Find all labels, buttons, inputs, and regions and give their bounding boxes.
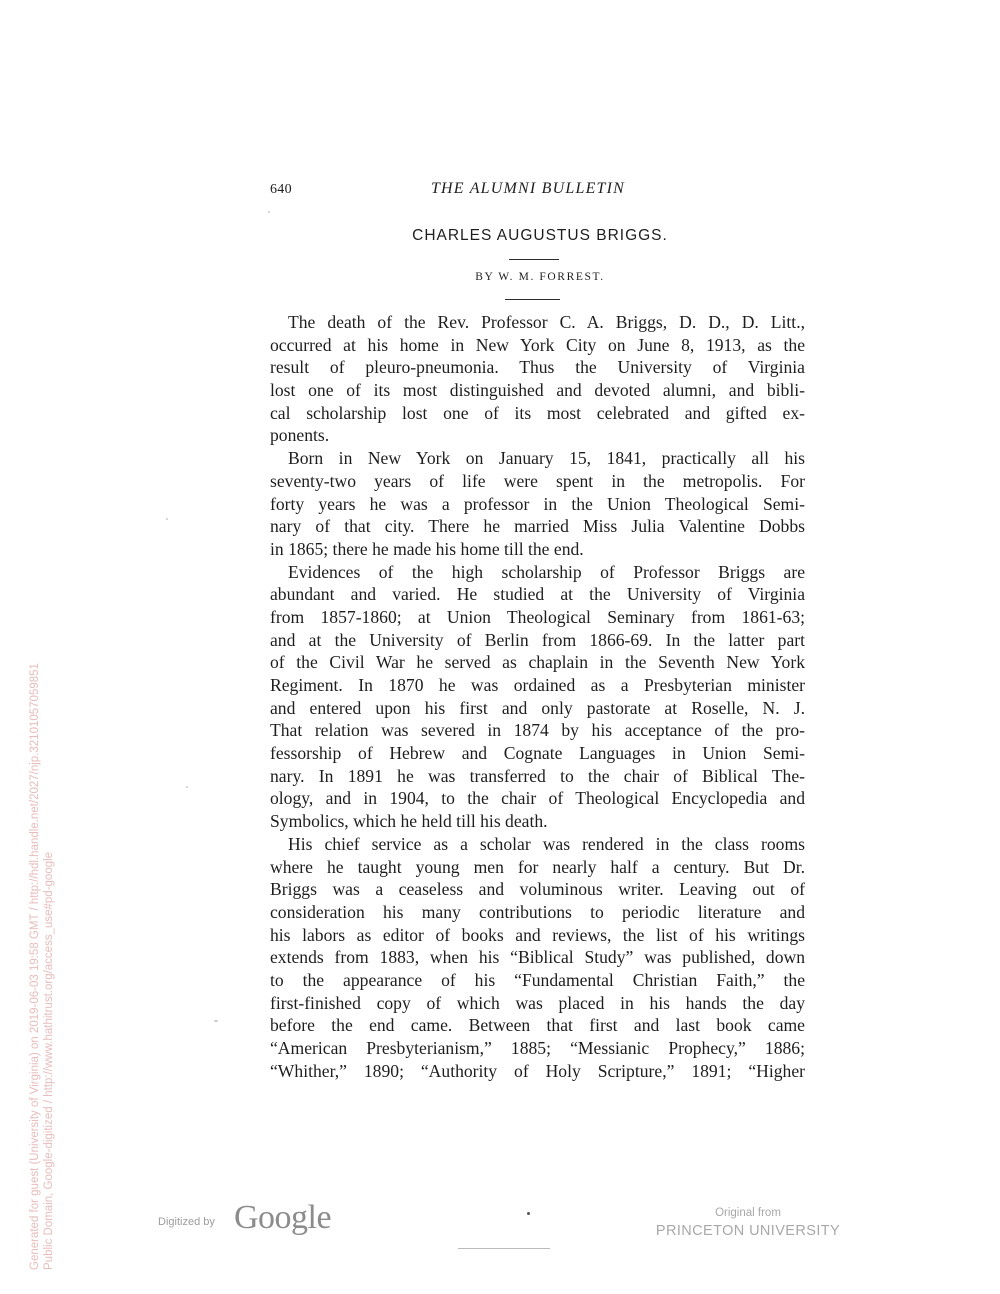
body-line: nary. In 1891 he was transferred to the chair of Biblical The-: [270, 765, 805, 786]
body-line: from 1857-1860; at Union Theological Seminary from 1861-63;: [270, 606, 805, 627]
body-line: Evidences of the high scholarship of Professor Briggs are: [288, 561, 805, 582]
body-line: extends from 1883, when his “Biblical Study” was published, down: [270, 947, 805, 968]
body-line: to the appearance of his “Fundamental Christian Faith,” the: [270, 969, 805, 990]
scan-speck: [527, 1212, 530, 1215]
page-header: [270, 180, 810, 202]
body-line: consideration his many contributions to periodic literature and: [270, 901, 805, 922]
footer-divider: [458, 1248, 550, 1249]
body-line: of the Civil War he served as chaplain in the Seventh New York: [270, 652, 805, 673]
running-head: THE ALUMNI BULLETIN: [430, 180, 626, 197]
body-line: ponents.: [270, 425, 330, 446]
body-line: Born in New York on January 15, 1841, practically all his: [288, 448, 805, 469]
body-line: result of pleuro-pneumonia. Thus the University of Virginia: [270, 357, 805, 378]
body-line: his labors as editor of books and reviews, the list of his writings: [270, 924, 805, 945]
watermark-line: Public Domain, Google-digitized / http://www.hathitrust.org/access_use#pd-google: [43, 851, 55, 1270]
body-line: in 1865; there he made his home till the end.: [270, 538, 584, 559]
body-line: That relation was severed in 1874 by his acceptance of the pro-: [270, 720, 805, 741]
article-title: CHARLES AUGUSTUS BRIGGS.: [412, 227, 668, 244]
body-line: nary of that city. There he married Miss Julia Valentine Dobbs: [270, 516, 805, 537]
body-line: cal scholarship lost one of its most celebrated and gifted ex-: [270, 402, 805, 423]
digitized-by-label: Digitized by: [158, 1216, 215, 1228]
scan-speck: [214, 1020, 218, 1022]
body-line: fessorship of Hebrew and Cognate Languages in Union Semi-: [270, 743, 805, 764]
body-line: “American Presbyterianism,” 1885; “Messianic Prophecy,” 1886;: [270, 1038, 805, 1058]
hathitrust-watermark: [28, 663, 56, 1270]
article-body: [270, 311, 805, 1082]
scan-speck: [268, 211, 270, 213]
body-line: and entered upon his first and only pastorate at Roselle, N. J.: [270, 697, 805, 718]
original-from-label: Original from: [715, 1207, 781, 1219]
body-line: seventy-two years of life were spent in the metropolis. For: [270, 470, 805, 491]
body-line: Briggs was a ceaseless and voluminous writer. Leaving out of: [270, 879, 805, 900]
body-line: “Whither,” 1890; “Authority of Holy Scripture,” 1891; “Higher: [270, 1060, 805, 1081]
body-line: abundant and varied. He studied at the University of Virginia: [270, 584, 805, 605]
body-line: and at the University of Berlin from 1866-69. In the latter part: [270, 629, 805, 650]
watermark-line: Generated for guest (University of Virginia) on 2019-06-03 19:58 GMT / http://hdl.handle.net/2027/njp.32101057059851: [29, 663, 41, 1270]
scan-speck: [166, 518, 168, 520]
body-line: forty years he was a professor in the Union Theological Semi-: [270, 493, 805, 514]
byline: BY W. M. FORREST.: [475, 271, 605, 283]
original-from-institution: PRINCETON UNIVERSITY: [655, 1223, 841, 1239]
original-from: [654, 1206, 842, 1242]
body-line: Symbolics, which he held till his death.: [270, 811, 548, 832]
body-line: lost one of its most distinguished and devoted alumni, and bibli-: [270, 380, 805, 401]
body-line: Regiment. In 1870 he was ordained as a Presbyterian minister: [270, 675, 805, 695]
title-divider: [509, 259, 559, 260]
scan-speck: [186, 786, 188, 788]
body-line: ology, and in 1904, to the chair of Theological Encyclopedia and: [270, 788, 805, 809]
page-number: 640: [270, 182, 292, 197]
body-line: His chief service as a scholar was rendered in the class rooms: [288, 833, 805, 854]
body-line: before the end came. Between that first and last book came: [270, 1015, 805, 1036]
byline-divider: [505, 299, 560, 300]
body-line: The death of the Rev. Professor C. A. Briggs, D. D., D. Litt.,: [288, 312, 805, 332]
body-line: occurred at his home in New York City on June 8, 1913, as the: [270, 334, 805, 355]
body-line: first-finished copy of which was placed in his hands the day: [270, 992, 805, 1013]
google-logo: Google: [234, 1199, 332, 1236]
body-line: where he taught young men for nearly half a century. But Dr.: [270, 856, 805, 877]
